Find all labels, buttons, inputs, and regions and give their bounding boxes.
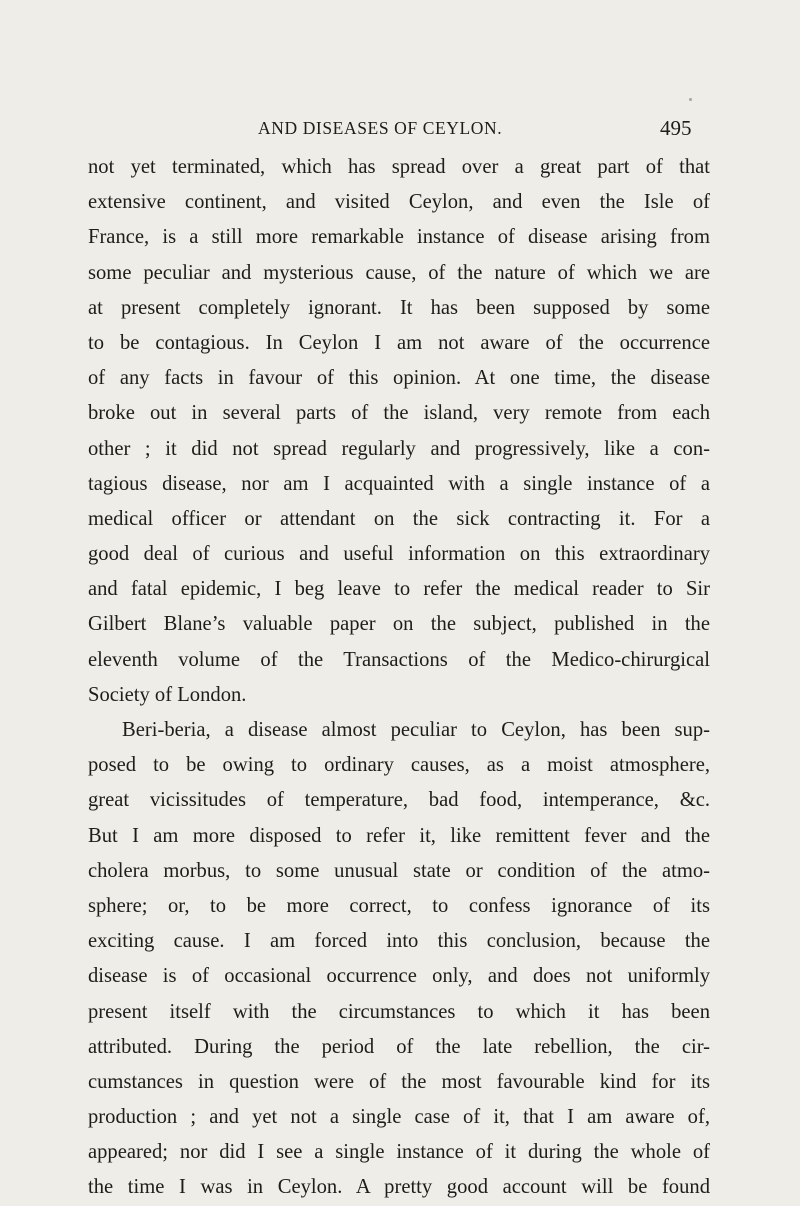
paragraph-end-line: Society of London. xyxy=(88,683,247,706)
text-line: extensive continent, and visited Ceylon, and even the Isle of xyxy=(88,191,710,214)
text-line: disease is of occasional occurrence only, and does not uniformly xyxy=(88,965,710,988)
text-line: production ; and yet not a single case of it, that I am aware of, xyxy=(88,1106,710,1129)
text-line: medical officer or attendant on the sick contracting it. For a xyxy=(88,507,710,530)
text-line: great vicissitudes of temperature, bad food, intemperance, &c. xyxy=(88,789,710,812)
running-head xyxy=(0,108,800,138)
text-line: not yet terminated, which has spread over a great part of that xyxy=(88,156,710,178)
text-line: the time I was in Ceylon. A pretty good account will be found xyxy=(88,1176,710,1199)
text-line: sphere; or, to be more correct, to confess ignorance of its xyxy=(88,894,710,917)
text-line: appeared; nor did I see a single instance of it during the whole of xyxy=(88,1141,710,1164)
paper-speck xyxy=(689,98,692,101)
text-line: attributed. During the period of the late rebellion, the cir- xyxy=(88,1035,710,1058)
text-line: cumstances in question were of the most favourable kind for its xyxy=(88,1070,710,1093)
paragraph-start-line: Beri-beria, a disease almost peculiar to Ceylon, has been sup- xyxy=(122,719,710,741)
text-line: at present completely ignorant. It has been supposed by some xyxy=(88,296,710,319)
page-number: 495 xyxy=(660,116,692,140)
text-line: France, is a still more remarkable instance of disease arising from xyxy=(88,226,710,249)
text-line: cholera morbus, to some unusual state or condition of the atmo- xyxy=(88,859,710,882)
text-line: present itself with the circumstances to which it has been xyxy=(88,1000,710,1023)
running-title: AND DISEASES OF CEYLON. xyxy=(258,118,503,138)
text-line: and fatal epidemic, I beg leave to refer the medical reader to Sir xyxy=(88,578,710,601)
text-line: broke out in several parts of the island, very remote from each xyxy=(88,402,710,425)
text-line: eleventh volume of the Transactions of the Medico-chirurgical xyxy=(88,648,710,671)
text-line: to be contagious. In Ceylon I am not aware of the occurrence xyxy=(88,331,710,354)
text-line: good deal of curious and useful information on this extraordinary xyxy=(88,543,710,566)
text-line: But I am more disposed to refer it, like remittent fever and the xyxy=(88,824,710,847)
text-line: Gilbert Blane’s valuable paper on the subject, published in the xyxy=(88,613,710,636)
text-line: tagious disease, nor am I acquainted with a single instance of a xyxy=(88,472,710,495)
text-line: of any facts in favour of this opinion. At one time, the disease xyxy=(88,367,710,390)
body-text xyxy=(88,150,710,1206)
text-line: some peculiar and mysterious cause, of the nature of which we are xyxy=(88,261,710,284)
text-line: other ; it did not spread regularly and progressively, like a con- xyxy=(88,437,710,460)
text-line: posed to be owing to ordinary causes, as a moist atmosphere, xyxy=(88,754,710,777)
text-line: exciting cause. I am forced into this conclusion, because the xyxy=(88,930,710,953)
